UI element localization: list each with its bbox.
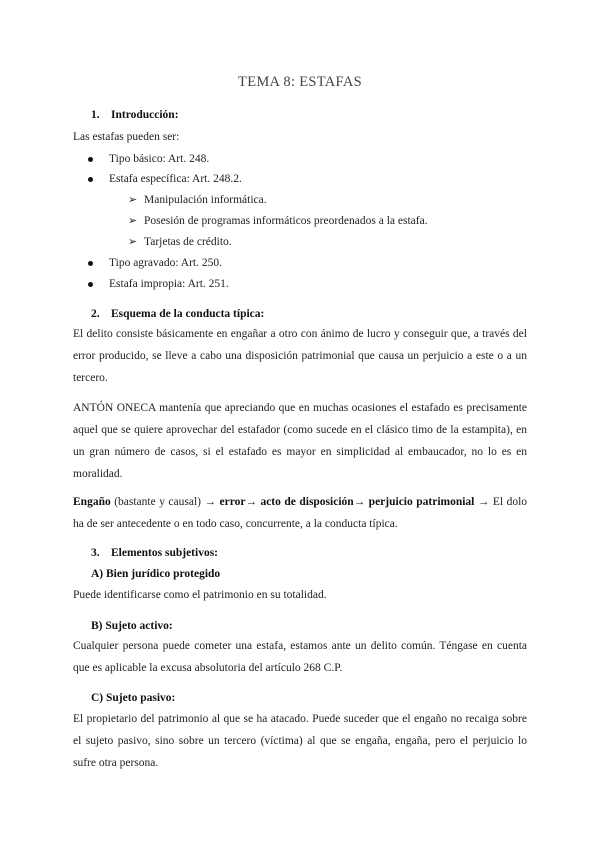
section-2-paragraph-1: El delito consiste básicamente en engañar a otro con ánimo de lucro y conseguir que, a través del error producido, se lleve a cabo una disposición patrimonial que causa un perjuicio a este o a un tercero. [73, 328, 527, 384]
section-1-title: Introducción: [111, 109, 179, 121]
section-1-number: 1. [91, 109, 100, 121]
section-2-paragraph-2: ANTÓN ONECA mantenía que apreciando que en muchas ocasiones el estafado es precisamente aquel que se quiere aprovechar del estafador (como sucede en el clásico timo de la estampita), en un gran número de casos, si el estafado es mayor en simplicidad al embaucador, no lo es en moralidad. [73, 402, 527, 480]
scheme-deceit-note: (bastante y causal) [110, 496, 205, 508]
subsection-c-heading [91, 691, 175, 705]
sub-list-item-text: Posesión de programas informáticos preordenados a la estafa. [144, 215, 428, 227]
section-2-heading [91, 307, 264, 321]
sub-list-item-text: Tarjetas de crédito. [144, 236, 232, 248]
list-item-text: Tipo agravado: Art. 250. [109, 257, 222, 269]
section-1-intro: Las estafas pueden ser: [73, 131, 180, 143]
list-item-text: Tipo básico: Art. 248. [109, 153, 210, 165]
subsection-c-label: C) [91, 692, 104, 704]
scheme-arrow: → [204, 496, 216, 508]
scheme-arrow: → [245, 496, 257, 508]
bullet-icon [88, 261, 93, 266]
scheme-arrow: → [477, 496, 490, 508]
section-1-heading [91, 108, 179, 122]
arrowhead-icon: ➢ [128, 236, 138, 248]
subsection-b-heading [91, 619, 173, 633]
subsection-a-heading [91, 567, 220, 581]
subsection-c-text: El propietario del patrimonio al que se ha atacado. Puede suceder que el engaño no recaiga sobre el sujeto pasivo, sino sobre un tercero (víctima) al que se engaña, engaña, pero el perjuicio lo sufre otra persona. [73, 713, 527, 769]
bullet-icon [88, 157, 93, 162]
page-title: TEMA 8: ESTAFAS [238, 74, 362, 90]
sub-list-item [128, 214, 428, 229]
subsection-b-text: Cualquier persona puede cometer una estafa, estamos ante un delito común. Téngase en cuenta que es aplicable la excusa absolutoria del artículo 268 C.P. [73, 640, 527, 674]
conduct-scheme-paragraph [73, 491, 527, 535]
section-3-heading [91, 546, 218, 560]
section-3-title: Elementos subjetivos: [111, 547, 219, 559]
scheme-error: error [216, 496, 246, 508]
arrowhead-icon: ➢ [128, 215, 138, 227]
section-3-number: 3. [91, 547, 100, 559]
scheme-tail: El dolo ha de ser antecedente o en todo caso, concurrente, a la conducta típica. [73, 496, 528, 530]
section-2-number: 2. [91, 308, 100, 320]
subsection-c-title: Sujeto pasivo: [106, 692, 176, 704]
sub-list-item [128, 193, 267, 208]
sub-list-item [128, 235, 232, 250]
scheme-damage: perjuicio patrimonial [365, 496, 475, 508]
subsection-a-title: Bien jurídico protegido [106, 568, 221, 580]
scheme-arrow: → [353, 496, 366, 508]
list-item-text: Estafa impropia: Art. 251. [109, 278, 229, 290]
list-item-text: Estafa específica: Art. 248.2. [109, 173, 242, 185]
scheme-deceit: Engaño [73, 496, 111, 508]
subsection-a-text: Puede identificarse como el patrimonio en su totalidad. [73, 589, 327, 601]
arrowhead-icon: ➢ [128, 194, 138, 206]
scheme-disposal: acto de disposición [256, 496, 354, 508]
subsection-b-title: Sujeto activo: [105, 620, 173, 632]
bullet-icon [88, 282, 93, 287]
bullet-icon [88, 177, 93, 182]
subsection-b-label: B) [91, 620, 103, 632]
subsection-a-label: A) [91, 568, 104, 580]
sub-list-item-text: Manipulación informática. [144, 194, 267, 206]
section-2-title: Esquema de la conducta típica: [111, 308, 265, 320]
